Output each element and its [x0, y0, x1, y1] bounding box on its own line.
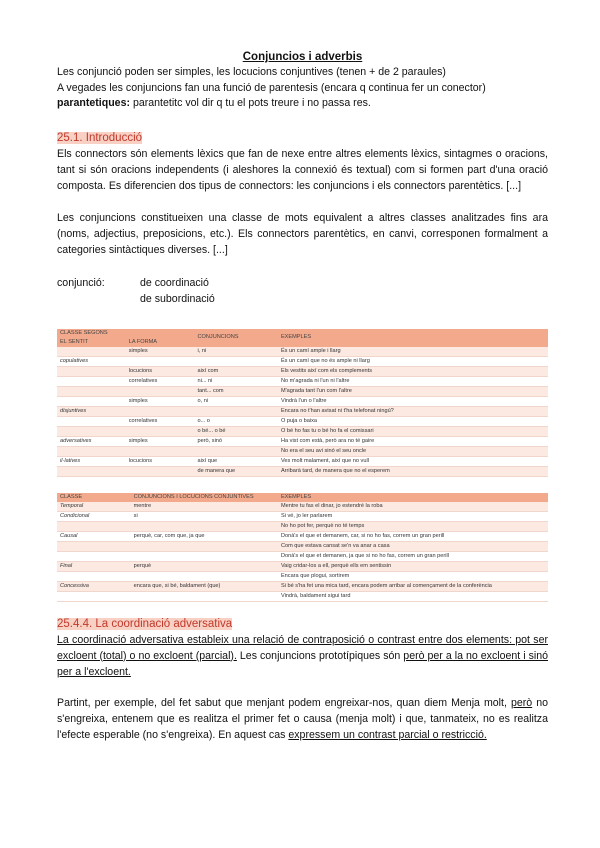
table1-header-exemples: EXEMPLES [278, 329, 548, 347]
table1-subheader-sentit: EL SENTIT [57, 338, 126, 347]
intro-notes [57, 65, 548, 112]
table2-header-classe: CLASSE [57, 493, 131, 502]
table1-cell-sentit [57, 366, 126, 376]
table-row [57, 541, 548, 551]
table2-cell-classe: Concessiva [57, 581, 131, 591]
table-row [57, 466, 548, 476]
table1-cell-forma: simples [126, 347, 195, 357]
intro-line-3 [57, 96, 548, 112]
table1-cell-conj [194, 406, 277, 416]
table1-cell-conj: i, ni [194, 347, 277, 357]
table2-cell-classe [57, 521, 131, 531]
table1-header-classe: CLASSE SEGONS [57, 329, 194, 338]
table-row [57, 366, 548, 376]
table-row [57, 347, 548, 357]
table-row [57, 581, 548, 591]
adversativa-p2-a: Partint, per exemple, del fet sabut que menjant podem engreixar-nos, quan diem Menja molt, [57, 696, 511, 709]
intro-paragraph-1: Els connectors són elements lèxics que fan de nexe entre altres elements lèxics, sintagmes o oracions, tant si són oracions independents (i aleshores la connexió és textual) com si formen part d'una oració composta. Es diferencien dos tipus de connectors: les conjuncions i els connectors parentètics. [...] [57, 147, 548, 192]
table2-cell-ex: Com que estava cansat se'n va anar a casa [278, 541, 548, 551]
table1-cell-forma: simples [126, 396, 195, 406]
table1-cell-sentit: copulatives [57, 356, 126, 366]
page-title: Conjuncios i adverbis [242, 51, 363, 63]
table-row [57, 521, 548, 531]
table1-cell-conj [194, 446, 277, 456]
table1-header-conjuncions: CONJUNCIONS [194, 329, 277, 347]
table2-cell-ex: Si bé s'ha fet una mica tard, encara podem arribar al començament de la conferència [278, 581, 548, 591]
adversativa-p2-b: no s'engreixa, entenem que es realitza el primer fet o causa (menja molt) i que, tanmateix, no es realitza l'efecte esperable (no s'engreixa). En aquest cas [57, 696, 548, 741]
table2-cell-classe [57, 541, 131, 551]
document-page [57, 50, 548, 743]
table1-cell-conj: així com [194, 366, 277, 376]
table2-cell-conj: si [131, 511, 278, 521]
table1-cell-sentit [57, 416, 126, 426]
table1-cell-forma [126, 386, 195, 396]
table2-cell-ex: Vindrà, baldament sigui tard [278, 591, 548, 601]
table1-cell-sentit: adversatives [57, 436, 126, 446]
table-row [57, 561, 548, 571]
table-row [57, 356, 548, 366]
adversativa-pero: però [510, 696, 533, 709]
table1-cell-ex: Vindrà l'un o l'altre [278, 396, 548, 406]
table-row [57, 376, 548, 386]
table1-cell-conj: però, sinó [194, 436, 277, 446]
table1-cell-conj: tant... com [194, 386, 277, 396]
table1-cell-forma [126, 466, 195, 476]
table2-cell-ex: Mentre tu fas el dinar, jo estendré la roba [278, 502, 548, 512]
table1-subheader-forma: LA FORMA [126, 338, 195, 347]
table2-cell-conj: mentre [131, 502, 278, 512]
table1-cell-forma [126, 446, 195, 456]
table1-cell-conj: o, ni [194, 396, 277, 406]
table1-cell-ex: És un camí ample i llarg [278, 347, 548, 357]
table1-cell-forma [126, 426, 195, 436]
table1-cell-forma: locucions [126, 366, 195, 376]
conjuncio-types [57, 275, 548, 307]
table2-cell-conj [131, 551, 278, 561]
table1-cell-ex: Els vestits així com els complements [278, 366, 548, 376]
table2-cell-ex: No ho pot fer, perquè no té temps [278, 521, 548, 531]
table2-cell-classe [57, 551, 131, 561]
table-row [57, 396, 548, 406]
table1-cell-conj: o bé... o bé [194, 426, 277, 436]
adversativa-paragraph-2 [57, 695, 548, 743]
parentetiques-term: parantetiques: [57, 97, 130, 109]
table1-cell-ex: O puja o baixa [278, 416, 548, 426]
section-heading-introduccio [57, 131, 548, 146]
table2-header-exemples: EXEMPLES [278, 493, 548, 502]
table1-cell-ex: És un camí que no és ample ni llarg [278, 356, 548, 366]
table2-cell-ex: Donà's el que et demanem, car, si no ho fas, correm un gran perill [278, 531, 548, 541]
adversativa-mid: Les conjuncions prototípiques són [236, 649, 404, 662]
table-row [57, 456, 548, 466]
table2-body [57, 502, 548, 602]
table1-cell-sentit [57, 376, 126, 386]
section-heading-text: 25.4.4. La coordinació adversativa [57, 617, 233, 630]
section-heading-text: 25.1. Introducció [57, 131, 143, 144]
table1-cell-forma: correlatives [126, 416, 195, 426]
table1-cell-forma: correlatives [126, 376, 195, 386]
table1-cell-forma: simples [126, 436, 195, 446]
table-row [57, 386, 548, 396]
table1-cell-sentit [57, 347, 126, 357]
table1-cell-conj: així que [194, 456, 277, 466]
table1-cell-conj: ni... ni [194, 376, 277, 386]
adversativa-prototypes: però per a la no excloent i sinó per a l'excloent. [57, 649, 549, 678]
table1-cell-ex: Ves molt malament, així que no vull [278, 456, 548, 466]
conjuncio-coordinacio: de coordinació [140, 276, 209, 289]
table2-cell-classe [57, 591, 131, 601]
table1-cell-conj: o... o [194, 416, 277, 426]
subordination-table [57, 493, 548, 602]
table1-cell-ex: M'agrada tant l'un com l'altre [278, 386, 548, 396]
table-row [57, 446, 548, 456]
table1-cell-sentit [57, 446, 126, 456]
table2-cell-classe: Causal [57, 531, 131, 541]
table2-cell-ex: Vaig cridar-los a ell, perquè ells em sentissin [278, 561, 548, 571]
table2-cell-conj [131, 541, 278, 551]
table-row [57, 551, 548, 561]
table1-cell-forma: locucions [126, 456, 195, 466]
table1-cell-sentit [57, 396, 126, 406]
intro-paragraph-2: Les conjuncions constitueixen una classe de mots equivalent a altres classes analitzades fins ara (noms, adjectius, preposicions, etc.). Els connectors parentètics, en canvi, corresponen formalment a categories sintàctiques diverses. [...] [57, 211, 548, 256]
table2-cell-conj [131, 571, 278, 581]
table2-cell-conj [131, 591, 278, 601]
table1-cell-ex: No era el seu avi sinó el seu oncle [278, 446, 548, 456]
parentetiques-definition: parantetitc vol dir q tu el pots treure i no passa res. [130, 97, 371, 109]
table2-cell-classe [57, 571, 131, 581]
table2-cell-classe: Temporal [57, 502, 131, 512]
adversativa-paragraph-1 [57, 632, 548, 680]
table-row [57, 406, 548, 416]
conjuncio-subordinacio: de subordinació [140, 292, 215, 305]
intro-line-1: Les conjunció poden ser simples, les locucions conjuntives (tenen + de 2 paraules) [57, 66, 446, 78]
table2-cell-classe: Condicional [57, 511, 131, 521]
adversativa-definition: La coordinació adversativa estableix una relació de contraposició o contrast entre dos elements: pot ser excloent (total) o no excloent (parcial). [57, 633, 548, 662]
table1-cell-ex: O bé ho fas tu o bé ho fa el comissari [278, 426, 548, 436]
conjuncio-label: conjunció: [57, 276, 105, 289]
table1-cell-conj [194, 356, 277, 366]
table2-cell-conj: encara que, si bé, baldament (que) [131, 581, 278, 591]
table1-cell-sentit: disjuntives [57, 406, 126, 416]
table2-cell-ex: Encara que plogui, sortirem [278, 571, 548, 581]
table-row [57, 571, 548, 581]
table1-cell-ex: Encara no t'han avisat ni t'ha telefonat ningú? [278, 406, 548, 416]
table1-cell-forma [126, 356, 195, 366]
table-row [57, 531, 548, 541]
table2-cell-conj: perquè [131, 561, 278, 571]
table2-cell-ex: Donà's el que et demanen, ja que si no ho fas, correm un gran perill [278, 551, 548, 561]
table1-cell-sentit [57, 426, 126, 436]
table2-header-conjuncions: CONJUNCIONS I LOCUCIONS CONJUNTIVES [131, 493, 278, 502]
intro-line-2: A vegades les conjuncions fan una funció de parentesis (encara q continua fer un conector) [57, 81, 486, 94]
table1-cell-sentit [57, 386, 126, 396]
table-row [57, 426, 548, 436]
table1-cell-ex: Ha vist com està, però ara no té gaire [278, 436, 548, 446]
adversativa-contrast: expressem un contrast parcial o restricció. [288, 728, 487, 741]
table1-cell-ex: No m'agrada ni l'un ni l'altre [278, 376, 548, 386]
coordination-table [57, 329, 548, 477]
table2-cell-conj: perquè, car, com que, ja que [131, 531, 278, 541]
table-row [57, 511, 548, 521]
table-row [57, 436, 548, 446]
table1-cell-sentit: il·latives [57, 456, 126, 466]
table2-cell-conj [131, 521, 278, 531]
table1-body [57, 347, 548, 477]
table-row [57, 416, 548, 426]
table1-cell-conj: de manera que [194, 466, 277, 476]
table-row [57, 502, 548, 512]
section-heading-adversativa [57, 617, 548, 632]
table1-cell-sentit [57, 466, 126, 476]
table2-cell-ex: Si vé, jo ler parlarem [278, 511, 548, 521]
table1-cell-forma [126, 406, 195, 416]
table1-cell-ex: Arribarà tard, de manera que no el esperem [278, 466, 548, 476]
table-row [57, 591, 548, 601]
table2-cell-classe: Final [57, 561, 131, 571]
